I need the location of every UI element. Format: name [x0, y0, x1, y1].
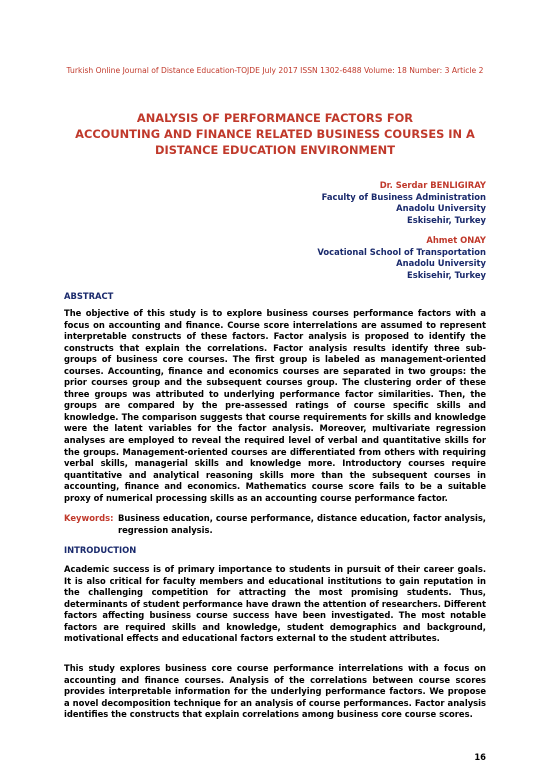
introduction-paragraph: This study explores business core course performance interrelations with a focus on accounting and finance courses. Analysis of the correlations between course scores provides interpretable information for the underlying performance factors. We propose a novel decomposition technique for an analysis of course performances. Factor analysis identifies the constructs that explain correlations among business core course scores. [64, 663, 486, 720]
abstract-heading: ABSTRACT [64, 291, 114, 301]
author-name: Dr. Serdar BENLIGIRAY [379, 180, 486, 190]
author-affiliation: Eskisehir, Turkey [406, 269, 486, 280]
introduction-paragraph: Academic success is of primary importance to students in pursuit of their career goals. It is also critical for faculty members and educational institutions to gain reputation in the challenging competition for attracting the most promising students. Thus, determinants of student performance have drawn the attention of researchers. Different factors affecting business course success have been investigated. The most notable factors are required skills and knowledge, student demographics and background, motivational effects and educational factors external to the student attributes. [64, 564, 486, 644]
keywords-label: Keywords: [64, 513, 114, 523]
author-affiliation: Faculty of Business Administration [321, 191, 486, 202]
author-block [317, 235, 486, 281]
title-line: ANALYSIS OF PERFORMANCE FACTORS FOR [136, 111, 414, 125]
title-line: DISTANCE EDUCATION ENVIRONMENT [155, 143, 395, 157]
title-line: ACCOUNTING AND FINANCE RELATED BUSINESS COURSES IN A [75, 127, 475, 141]
keywords [64, 513, 486, 536]
author-affiliation: Anadolu University [396, 258, 486, 269]
abstract-text: The objective of this study is to explore business courses performance factors with a focus on accounting and finance. Course score interrelations are assumed to represent interpretable constructs of these factors. Factor analysis is proposed to identify the constructs that explain the correlations. Factor analysis results identify three sub-groups of business core courses. The first group is labeled as management-oriented courses. Accounting, finance and economics courses are separated in two groups: the prior courses group and the subsequent courses group. The clustering order of these three groups was attributed to underlying performance factor similarities. Then, the groups are compared by the pre-assessed ratings of course specific skills and knowledge. The comparison suggests that course requirements for skills and knowledge were the latent variables for the factor analysis. Moreover, multivariate regression analyses are employed to reveal the required level of verbal and quantitative skills for the groups. Management-oriented courses are differentiated from others with requiring verbal skills, managerial skills and knowledge more. Introductory courses require quantitative and analytical reasoning skills more than the subsequent courses in accounting, finance and economics. Mathematics course score fails to be a suitable proxy of numerical processing skills as an accounting course performance factor. [64, 308, 486, 503]
author-affiliation: Anadolu University [396, 203, 486, 214]
running-header: Turkish Online Journal of Distance Education-TOJDE July 2017 ISSN 1302-6488 Volume: 18 Number: 3 Article 2 [66, 66, 484, 75]
author-block [322, 180, 486, 226]
author-affiliation: Vocational School of Transportation [317, 246, 486, 257]
keywords-text: Business education, course performance, distance education, factor analysis, regression analysis. [118, 513, 486, 535]
page-number: 16 [474, 752, 486, 762]
author-affiliation: Eskisehir, Turkey [406, 214, 486, 225]
author-name: Ahmet ONAY [426, 235, 486, 245]
introduction-heading: INTRODUCTION [64, 545, 137, 555]
paper-title [40, 110, 510, 158]
